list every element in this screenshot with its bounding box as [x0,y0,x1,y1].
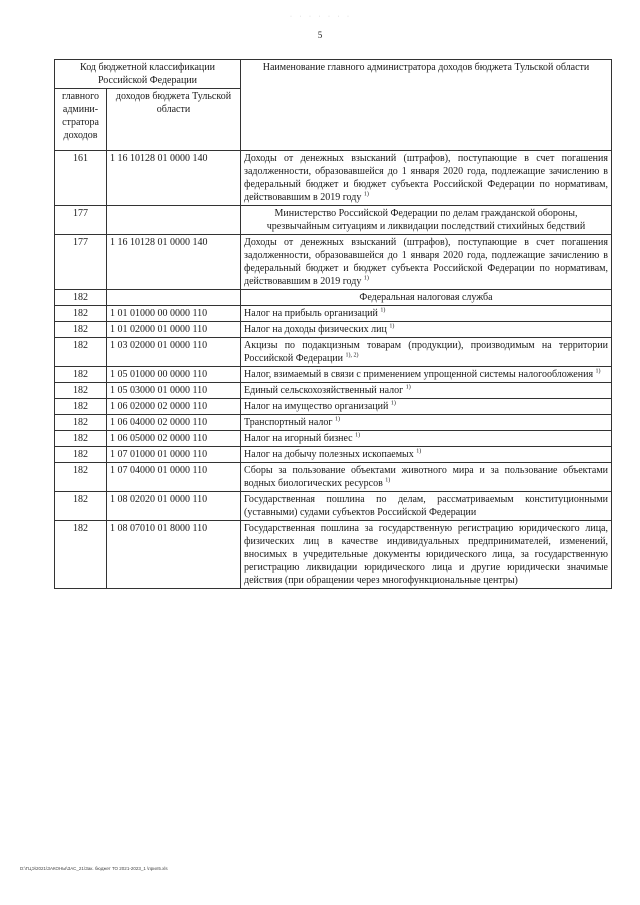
footnote-marker: 1) [416,448,422,455]
description-text: Налог на имущество организаций [244,401,389,412]
table-row [55,322,612,338]
admin-code-cell: 182 [55,338,107,367]
file-path-footer: D:\ГЦЭ\2021\ЗАКОНЫ\ЗАС_21\Зак. бюджет ТО 2021-2023_1 \прил5.xls [20,866,168,871]
admin-code-cell: 182 [55,463,107,492]
table-row [55,463,612,492]
description-cell [241,290,612,306]
admin-code-cell: 182 [55,322,107,338]
description-text: Транспортный налог [244,417,333,428]
description-cell [241,521,612,589]
footnote-marker: 1) [334,416,340,423]
description-cell [241,322,612,338]
description-text: Федеральная налоговая служба [359,292,493,303]
revenue-code-cell [107,206,241,235]
table-row [55,338,612,367]
footnote-marker: 1) [595,368,601,375]
admin-code-cell: 177 [55,235,107,290]
footnote-marker: 1) [389,323,395,330]
footnote-marker: 1) [363,191,369,198]
description-text: Сборы за пользование объектами животного мира и за пользование объектами водных биологических ресурсов [244,465,608,489]
footnote-marker: 1) [385,477,391,484]
table-row [55,447,612,463]
description-cell [241,399,612,415]
description-text: Единый сельскохозяйственный налог [244,385,404,396]
description-text: Налог на добычу полезных ископаемых [244,449,414,460]
table-row [55,235,612,290]
description-cell [241,431,612,447]
revenue-code-cell [107,290,241,306]
header-revenue-column: доходов бюджета Тульской области [107,89,241,151]
footnote-marker: 1) [380,307,386,314]
revenue-code-cell: 1 06 04000 02 0000 110 [107,415,241,431]
header-admin-column: главного админи-стратора доходов [55,89,107,151]
header-code-group: Код бюджетной классификации Российской Федерации [55,60,241,89]
admin-code-cell: 182 [55,415,107,431]
description-cell [241,235,612,290]
description-cell [241,463,612,492]
footnote-marker: 1), 2) [345,352,359,359]
description-text: Налог на доходы физических лиц [244,324,387,335]
table-row [55,383,612,399]
revenue-code-cell: 1 06 02000 02 0000 110 [107,399,241,415]
footnote-marker: 1) [390,400,396,407]
section-row [55,290,612,306]
admin-code-cell: 161 [55,151,107,206]
revenue-code-cell: 1 16 10128 01 0000 140 [107,235,241,290]
revenue-administrators-table [54,59,612,589]
description-text: Налог на игорный бизнес [244,433,353,444]
footnote-marker: 1) [355,432,361,439]
admin-code-cell: 182 [55,290,107,306]
revenue-code-cell: 1 08 07010 01 8000 110 [107,521,241,589]
revenue-code-cell: 1 05 01000 00 0000 110 [107,367,241,383]
admin-code-cell: 177 [55,206,107,235]
description-text: Доходы от денежных взысканий (штрафов), поступающие в счет погашения задолженности, образовавшейся до 1 января 2020 года, подлежащие зачислению в федеральный бюджет и бюджет субъекта Российской Федерации по нормативам, действовавшим в 2019 году [244,237,608,287]
admin-code-cell: 182 [55,383,107,399]
section-row [55,206,612,235]
description-text: Акцизы по подакцизным товарам (продукции), производимым на территории Российской Федерации [244,340,608,364]
description-text: Государственная пошлина по делам, рассматриваемым конституционными (уставными) судами субъектов Российской Федерации [244,494,608,518]
table-row [55,431,612,447]
description-cell [241,306,612,322]
table-row [55,521,612,589]
admin-code-cell: 182 [55,492,107,521]
revenue-code-cell: 1 07 04000 01 0000 110 [107,463,241,492]
revenue-code-cell: 1 01 01000 00 0000 110 [107,306,241,322]
footnote-marker: 1) [405,384,411,391]
admin-code-cell: 182 [55,431,107,447]
description-text: Доходы от денежных взысканий (штрафов), поступающие в счет погашения задолженности, образовавшейся до 1 января 2020 года, подлежащие зачислению в федеральный бюджет и бюджет субъекта Российской Федерации по нормативам, действовавшим в 2019 году [244,153,608,203]
revenue-code-cell: 1 01 02000 01 0000 110 [107,322,241,338]
description-text: Министерство Российской Федерации по делам гражданской обороны, чрезвычайным ситуациям и ликвидации последствий стихийных бедствий [266,208,586,232]
revenue-code-cell: 1 08 02020 01 0000 110 [107,492,241,521]
description-text: Налог, взимаемый в связи с применением упрощенной системы налогообложения [244,369,594,380]
description-cell [241,447,612,463]
table-row [55,399,612,415]
table-row [55,151,612,206]
footnote-marker: 1) [363,275,369,282]
admin-code-cell: 182 [55,447,107,463]
description-cell [241,383,612,399]
revenue-code-cell: 1 07 01000 01 0000 110 [107,447,241,463]
description-cell [241,367,612,383]
table-row [55,492,612,521]
admin-code-cell: 182 [55,367,107,383]
table-header-row [55,60,612,89]
description-cell [241,415,612,431]
scan-marks: · · · · · · · [290,14,352,20]
admin-code-cell: 182 [55,521,107,589]
header-name-column: Наименование главного администратора доходов бюджета Тульской области [241,60,612,151]
revenue-code-cell: 1 06 05000 02 0000 110 [107,431,241,447]
description-cell [241,151,612,206]
description-cell [241,206,612,235]
description-cell [241,492,612,521]
table-row [55,415,612,431]
description-cell [241,338,612,367]
revenue-code-cell: 1 16 10128 01 0000 140 [107,151,241,206]
revenue-code-cell: 1 03 02000 01 0000 110 [107,338,241,367]
table-row [55,367,612,383]
admin-code-cell: 182 [55,306,107,322]
admin-code-cell: 182 [55,399,107,415]
description-text: Государственная пошлина за государственную регистрацию юридического лица, физических лиц в качестве индивидуальных предпринимателей, изменений, вносимых в учредительные документы юридического лица, за государственную регистрацию ликвидации юридического лица и другие юридически значимые действия (при обращении через многофункциональные центры) [244,523,608,586]
revenue-code-cell: 1 05 03000 01 0000 110 [107,383,241,399]
page-number: 5 [317,30,323,40]
table-row [55,306,612,322]
description-text: Налог на прибыль организаций [244,308,378,319]
